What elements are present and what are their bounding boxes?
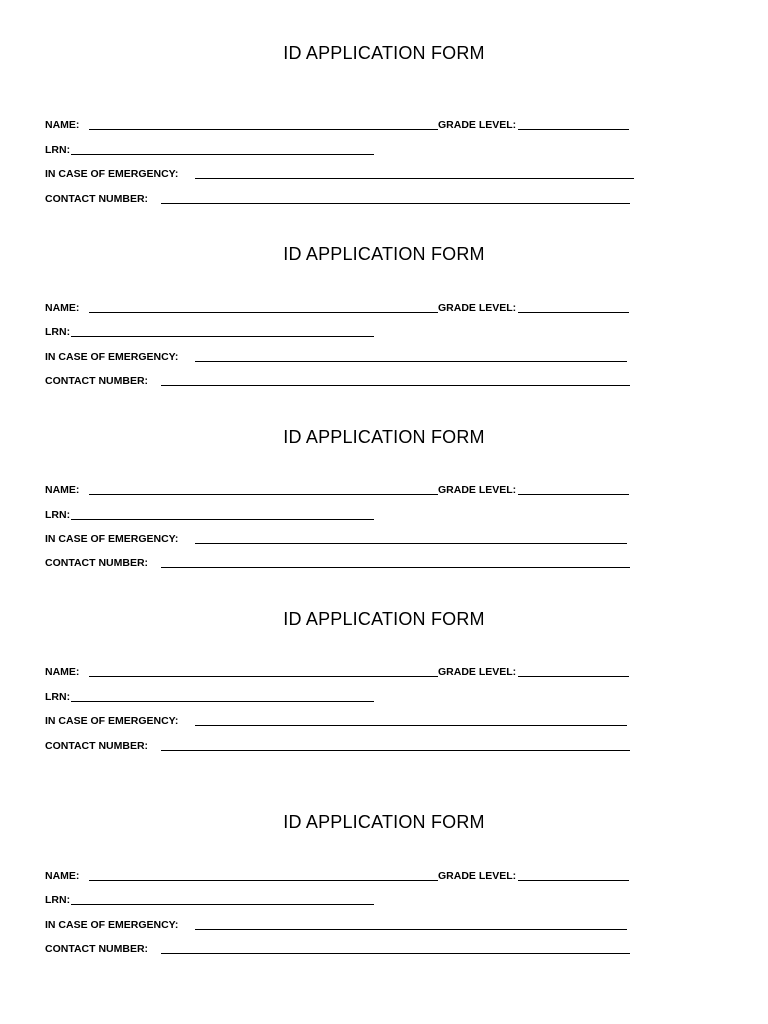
- contact-number-line[interactable]: [161, 385, 630, 386]
- lrn-line[interactable]: [71, 701, 374, 702]
- contact-number-label: CONTACT NUMBER:: [45, 943, 149, 955]
- form-title: ID APPLICATION FORM: [283, 43, 485, 63]
- name-row: [45, 483, 635, 499]
- lrn-label: LRN:: [45, 144, 71, 156]
- emergency-label: IN CASE OF EMERGENCY:: [45, 351, 179, 363]
- emergency-row: [45, 918, 635, 934]
- name-label: NAME:: [45, 302, 80, 314]
- emergency-label: IN CASE OF EMERGENCY:: [45, 919, 179, 931]
- emergency-row: [45, 167, 635, 183]
- emergency-row: [45, 532, 635, 548]
- id-application-form-3: [0, 426, 768, 596]
- grade-level-line[interactable]: [518, 312, 629, 313]
- name-row: [45, 665, 635, 681]
- id-application-form-5: [0, 811, 768, 981]
- id-application-form-2: [0, 243, 768, 413]
- emergency-line[interactable]: [195, 361, 627, 362]
- grade-level-label: GRADE LEVEL:: [438, 870, 517, 882]
- grade-level-label: GRADE LEVEL:: [438, 666, 517, 678]
- emergency-row: [45, 350, 635, 366]
- grade-level-label: GRADE LEVEL:: [438, 302, 517, 314]
- emergency-label: IN CASE OF EMERGENCY:: [45, 533, 179, 545]
- form-title: ID APPLICATION FORM: [283, 244, 485, 264]
- lrn-label: LRN:: [45, 509, 71, 521]
- name-line[interactable]: [89, 312, 438, 313]
- contact-number-line[interactable]: [161, 953, 630, 954]
- name-label: NAME:: [45, 119, 80, 131]
- contact-number-label: CONTACT NUMBER:: [45, 375, 149, 387]
- name-line[interactable]: [89, 129, 438, 130]
- form-title: ID APPLICATION FORM: [283, 427, 485, 447]
- lrn-line[interactable]: [71, 519, 374, 520]
- contact-row: [45, 942, 635, 958]
- emergency-label: IN CASE OF EMERGENCY:: [45, 715, 179, 727]
- grade-level-line[interactable]: [518, 494, 629, 495]
- contact-row: [45, 374, 635, 390]
- grade-level-line[interactable]: [518, 676, 629, 677]
- name-label: NAME:: [45, 484, 80, 496]
- grade-level-label: GRADE LEVEL:: [438, 119, 517, 131]
- contact-number-label: CONTACT NUMBER:: [45, 557, 149, 569]
- lrn-line[interactable]: [71, 336, 374, 337]
- lrn-label: LRN:: [45, 326, 71, 338]
- form-title: ID APPLICATION FORM: [283, 812, 485, 832]
- lrn-line[interactable]: [71, 154, 374, 155]
- lrn-row: [45, 508, 375, 524]
- emergency-row: [45, 714, 635, 730]
- contact-row: [45, 556, 635, 572]
- lrn-line[interactable]: [71, 904, 374, 905]
- contact-number-label: CONTACT NUMBER:: [45, 740, 149, 752]
- grade-level-label: GRADE LEVEL:: [438, 484, 517, 496]
- lrn-row: [45, 893, 375, 909]
- name-row: [45, 869, 635, 885]
- name-line[interactable]: [89, 880, 438, 881]
- lrn-row: [45, 690, 375, 706]
- lrn-label: LRN:: [45, 894, 71, 906]
- contact-number-label: CONTACT NUMBER:: [45, 193, 149, 205]
- name-row: [45, 301, 635, 317]
- emergency-label: IN CASE OF EMERGENCY:: [45, 168, 179, 180]
- name-line[interactable]: [89, 494, 438, 495]
- form-title: ID APPLICATION FORM: [283, 609, 485, 629]
- contact-row: [45, 739, 635, 755]
- name-label: NAME:: [45, 666, 80, 678]
- name-label: NAME:: [45, 870, 80, 882]
- emergency-line[interactable]: [195, 543, 627, 544]
- lrn-row: [45, 143, 375, 159]
- grade-level-line[interactable]: [518, 129, 629, 130]
- name-row: [45, 118, 635, 134]
- contact-row: [45, 192, 635, 208]
- name-line[interactable]: [89, 676, 438, 677]
- lrn-label: LRN:: [45, 691, 71, 703]
- emergency-line[interactable]: [195, 725, 627, 726]
- contact-number-line[interactable]: [161, 567, 630, 568]
- emergency-line[interactable]: [195, 178, 634, 179]
- id-application-form-1: [0, 42, 768, 212]
- id-application-form-4: [0, 608, 768, 778]
- grade-level-line[interactable]: [518, 880, 629, 881]
- contact-number-line[interactable]: [161, 203, 630, 204]
- emergency-line[interactable]: [195, 929, 627, 930]
- contact-number-line[interactable]: [161, 750, 630, 751]
- lrn-row: [45, 325, 375, 341]
